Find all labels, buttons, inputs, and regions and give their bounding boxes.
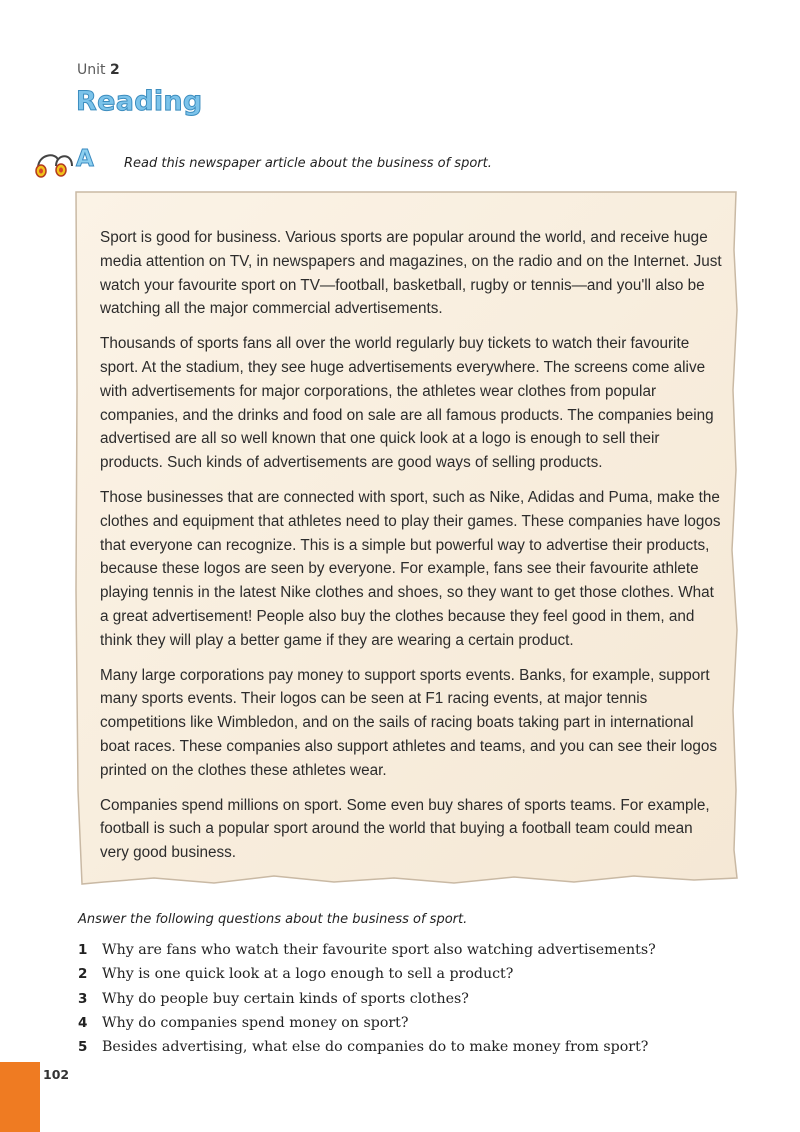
- page-title: Reading: [76, 86, 203, 117]
- question-item: [78, 938, 656, 962]
- question-number: 4: [78, 1014, 88, 1031]
- section-badge: A: [76, 146, 94, 172]
- question-item: [78, 1035, 656, 1059]
- article-paragraph: Thousands of sports fans all over the world regularly buy tickets to watch their favourite sport. At the stadium, they see huge advertisements everywhere. The screens come alive with advertisements for major corporations, the athletes wear clothes from popular companies, and the drinks and food on sale are all famous products. The companies being advertised are all so well known that one quick look at a logo is enough to sell their products. Such kinds of advertisements are good ways of selling products.: [100, 335, 714, 472]
- question-item: [78, 962, 656, 986]
- question-number: 3: [78, 990, 88, 1007]
- question-item: [78, 1011, 656, 1035]
- article-paragraph: Sport is good for business. Various sports are popular around the world, and receive huge media attention on TV, in newspapers and magazines, on the radio and on the Internet. Just watch your favourite sport on TV—football, basketball, rugby or tennis—and you'll also be watching all the major commercial advertisements.: [100, 229, 722, 318]
- question-list: [78, 938, 656, 1059]
- unit-number: 2: [109, 62, 120, 78]
- unit-label: [77, 62, 120, 78]
- article-body: [100, 226, 722, 876]
- questions-intro: Answer the following questions about the business of sport.: [78, 912, 468, 927]
- article-paragraph: Many large corporations pay money to support sports events. Banks, for example, support many sports events. Their logos can be seen at F1 racing events, at major tennis competitions like Wimbledon, and on the sails of racing boats taking part in international boat races. These companies also support athletes and teams, and you can see their logos printed on the clothes these athletes wear.: [100, 666, 718, 779]
- question-text: Why is one quick look at a logo enough to sell a product?: [102, 966, 514, 983]
- question-text: Besides advertising, what else do companies do to make money from sport?: [102, 1039, 649, 1056]
- page-edge-tab: [0, 1062, 40, 1132]
- unit-word: Unit: [77, 62, 106, 78]
- question-text: Why do people buy certain kinds of sports clothes?: [102, 990, 469, 1007]
- question-text: Why are fans who watch their favourite sport also watching advertisements?: [102, 942, 656, 958]
- question-number: 1: [78, 942, 88, 958]
- question-item: [78, 987, 656, 1011]
- question-number: 5: [78, 1039, 88, 1056]
- reading-instruction: Read this newspaper article about the business of sport.: [124, 156, 492, 171]
- question-text: Why do companies spend money on sport?: [102, 1014, 409, 1031]
- article-paragraph: Companies spend millions on sport. Some even buy shares of sports teams. For example, football is such a popular sport around the world that buying a football team could mean very good business.: [100, 796, 710, 862]
- article-paragraph: Those businesses that are connected with sport, such as Nike, Adidas and Puma, make the clothes and equipment that athletes need to play their games. These companies have logos that everyone can recognize. This is a simple but powerful way to advertise their products, because these logos are seen by everyone. For example, fans see their favourite athlete playing tennis in the latest Nike clothes and shoes, so they want to get those clothes. What a great advertisement! People also buy the clothes because they feel good in them, and think they will play a better game if they are wearing a certain product.: [100, 488, 721, 649]
- question-number: 2: [78, 966, 88, 983]
- page-number: 102: [43, 1067, 70, 1082]
- headphones-icon[interactable]: [34, 146, 74, 180]
